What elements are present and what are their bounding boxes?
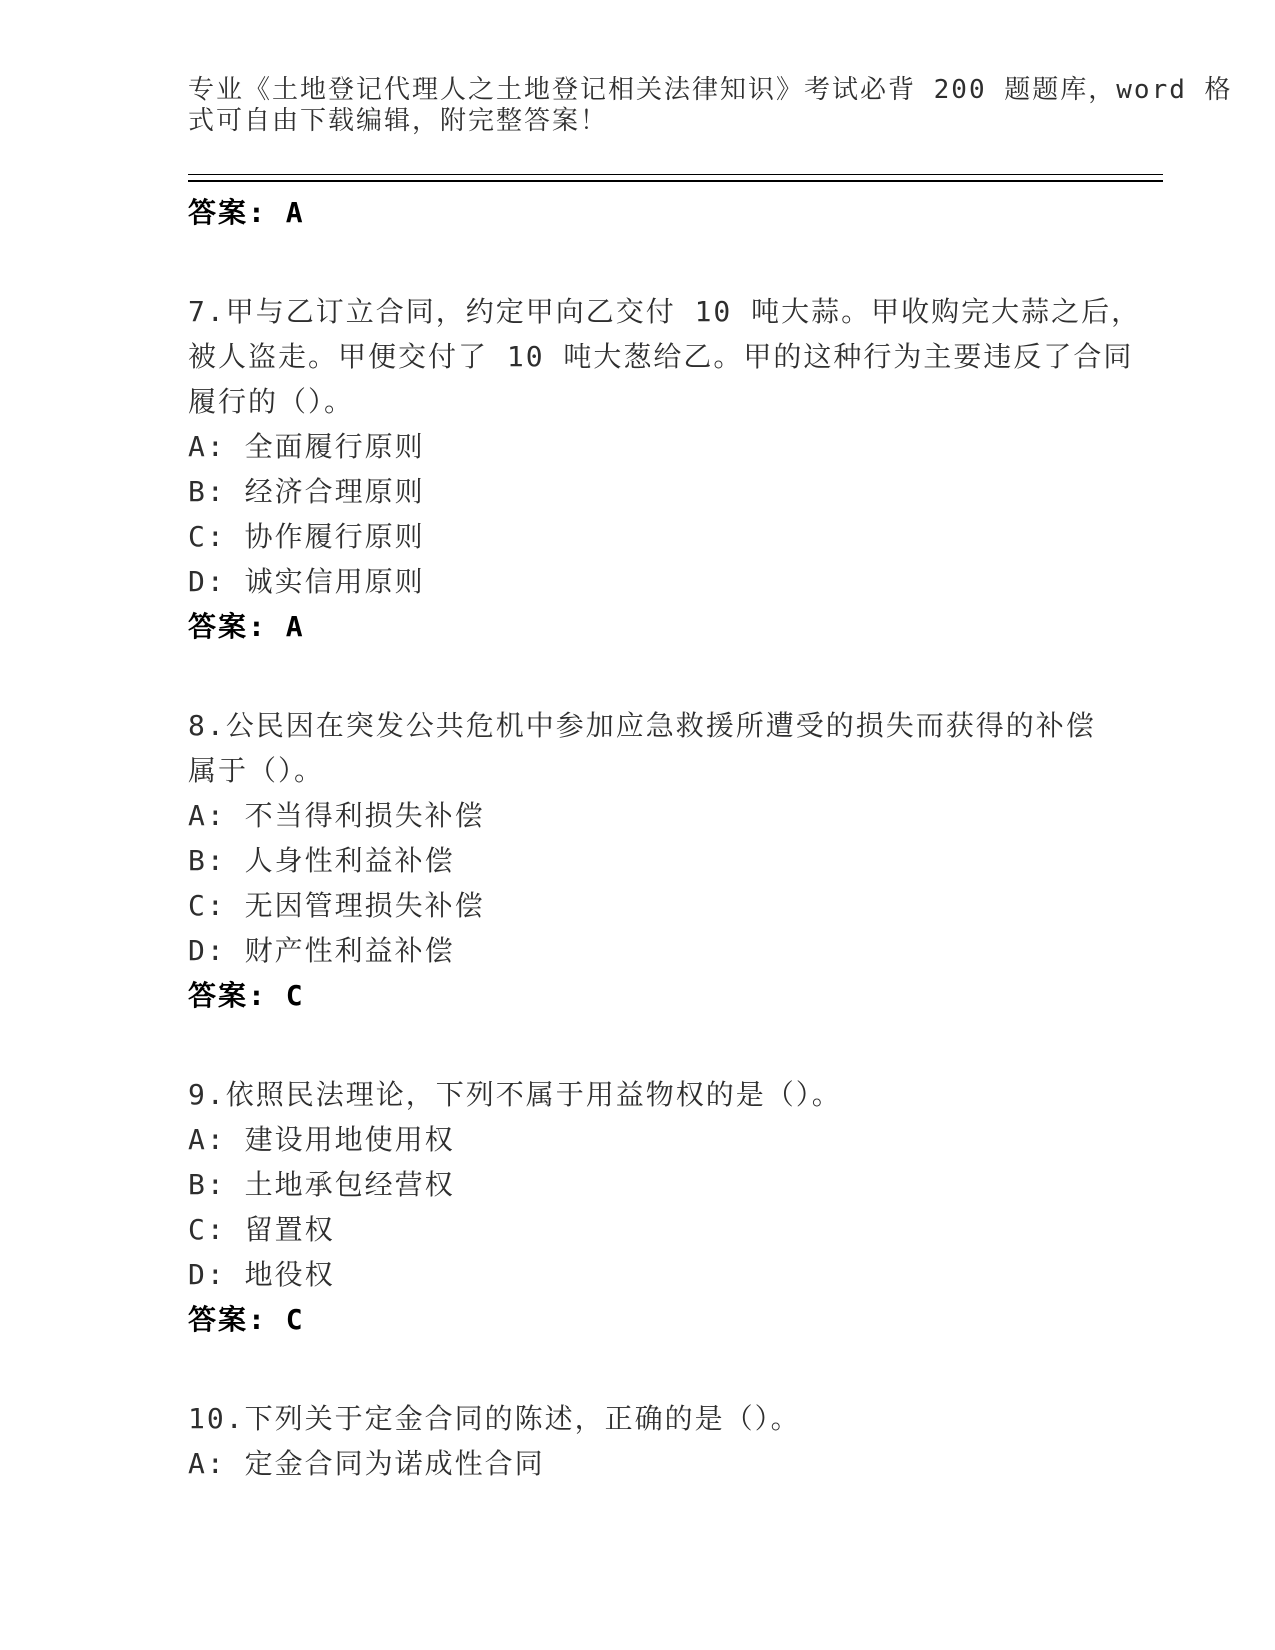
answer-line: 答案: A (188, 610, 305, 643)
section-divider (188, 174, 1163, 182)
page-content (188, 0, 1233, 1486)
option-b: B: 人身性利益补偿 (188, 844, 455, 877)
option-a: A: 建设用地使用权 (188, 1123, 455, 1156)
option-d: D: 诚实信用原则 (188, 565, 425, 598)
answer-line: 答案: A (188, 196, 305, 229)
header-note-line: 专业《土地登记代理人之土地登记相关法律知识》考试必背 200 题题库，word 格 (188, 75, 1233, 105)
option-c: C: 无因管理损失补偿 (188, 889, 485, 922)
answer-line: 答案: C (188, 1303, 305, 1336)
document-header-note (188, 75, 1233, 137)
question-block-9 (188, 1072, 1163, 1342)
question-block-7 (188, 289, 1163, 649)
header-note-line: 式可自由下载编辑，附完整答案！ (188, 106, 609, 136)
option-b: B: 土地承包经营权 (188, 1168, 455, 1201)
question-text-line: 被人盗走。甲便交付了 10 吨大葱给乙。甲的这种行为主要违反了合同 (188, 340, 1134, 373)
question-text-line: 履行的（）。 (188, 385, 355, 418)
option-a: A: 定金合同为诺成性合同 (188, 1447, 545, 1480)
option-c: C: 留置权 (188, 1213, 335, 1246)
question-block-10 (188, 1396, 1163, 1486)
question-text-line: 7.甲与乙订立合同，约定甲向乙交付 10 吨大蒜。甲收购完大蒜之后， (188, 295, 1142, 328)
question-text-line: 9.依照民法理论，下列不属于用益物权的是（）。 (188, 1078, 842, 1111)
question-text-line: 10.下列关于定金合同的陈述，正确的是（）。 (188, 1402, 801, 1435)
option-d: D: 地役权 (188, 1258, 335, 1291)
option-d: D: 财产性利益补偿 (188, 934, 455, 967)
question-text-line: 8.公民因在突发公共危机中参加应急救援所遭受的损失而获得的补偿 (188, 709, 1096, 742)
option-b: B: 经济合理原则 (188, 475, 425, 508)
option-a: A: 不当得利损失补偿 (188, 799, 485, 832)
option-a: A: 全面履行原则 (188, 430, 425, 463)
question-block-8 (188, 703, 1163, 1018)
question-text-line: 属于（）。 (188, 754, 325, 787)
option-c: C: 协作履行原则 (188, 520, 425, 553)
answer-line: 答案: C (188, 979, 305, 1012)
